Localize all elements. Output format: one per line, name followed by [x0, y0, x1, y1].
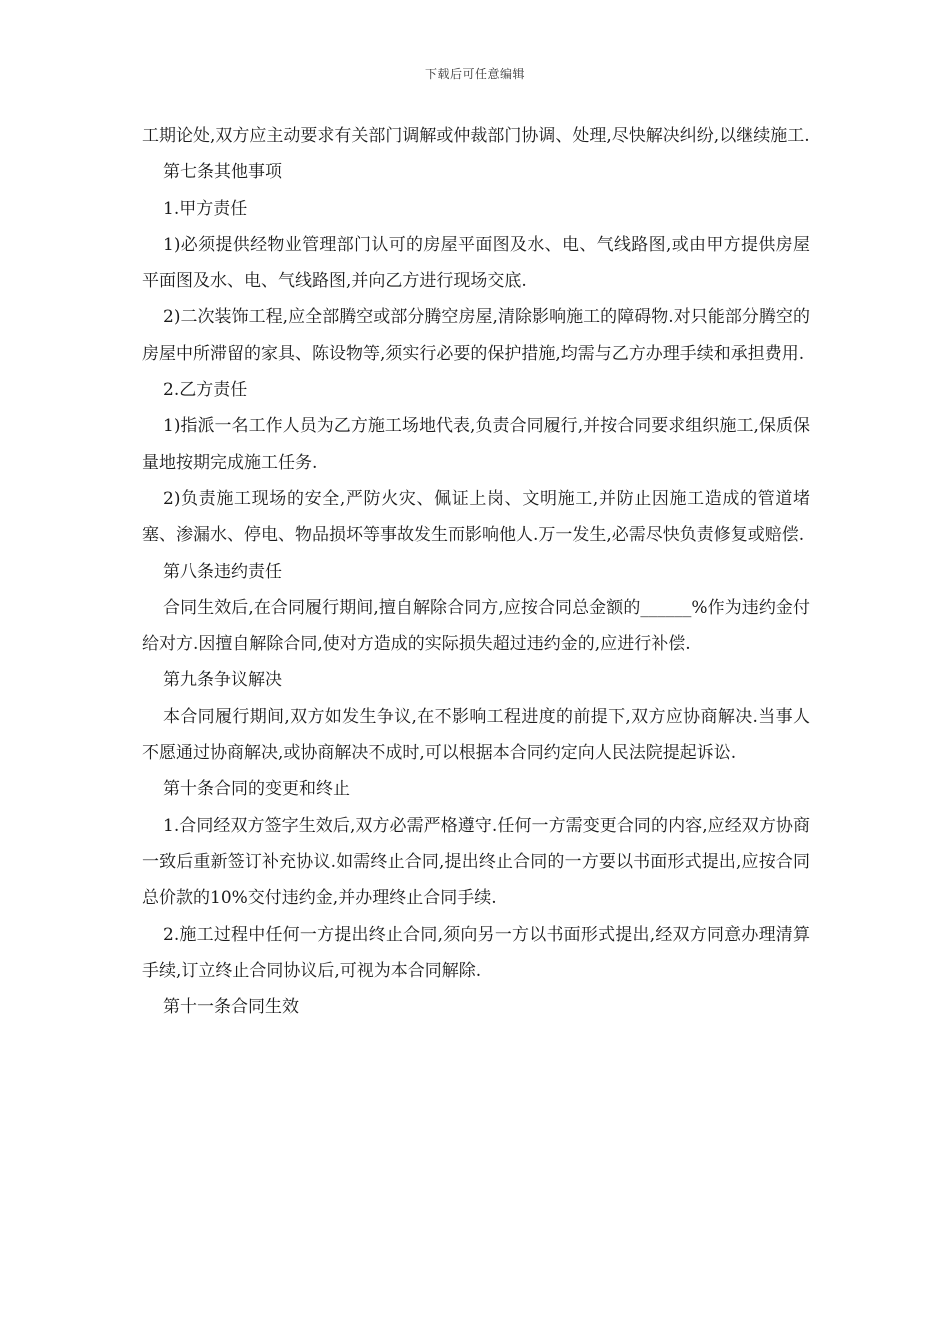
paragraph-party-b-item-2: 2)负责施工现场的安全,严防火灾、佩证上岗、文明施工,并防止因施工造成的管道堵塞、渗漏水、停电、物品损坏等事故发生而影响他人.万一发生,必需尽快负责修复或赔偿.	[142, 488, 810, 546]
paragraph-change-item-1: 1.合同经双方签字生效后,双方必需严格遵守.任何一方需变更合同的内容,应经双方协商一致后重新签订补充协议.如需终止合同,提出终止合同的一方要以书面形式提出,应按合同总价款的10%交付违约金,并办理终止合同手续.	[142, 815, 810, 909]
section-heading-article-9: 第九条争议解决	[163, 670, 282, 691]
paragraph-party-a-item-2: 2)二次装饰工程,应全部腾空或部分腾空房屋,清除影响施工的障碍物.对只能部分腾空的房屋中所滞留的家具、陈设物等,须实行必要的保护措施,均需与乙方办理手续和承担费用.	[142, 307, 810, 364]
page-header-watermark: 下载后可任意编辑	[424, 67, 525, 81]
paragraph-dispute-continuation: 工期论处,双方应主动要求有关部门调解或仲裁部门协调、处理,尽快解决纠纷,以继续施工.	[142, 126, 810, 146]
subheading-party-b-responsibility: 2.乙方责任	[163, 380, 248, 401]
paragraph-party-b-item-1: 1)指派一名工作人员为乙方施工场地代表,负责合同履行,并按合同要求组织施工,保质保量地按期完成施工任务.	[142, 416, 810, 473]
subheading-party-a-responsibility: 1.甲方责任	[163, 198, 248, 219]
section-heading-article-11: 第十一条合同生效	[163, 997, 299, 1018]
section-heading-article-7: 第七条其他事项	[163, 162, 282, 183]
paragraph-party-a-item-1: 1)必须提供经物业管理部门认可的房屋平面图及水、电、气线路图,或由甲方提供房屋平面图及水、电、气线路图,并向乙方进行现场交底.	[142, 234, 810, 292]
document-body	[142, 118, 810, 1025]
section-heading-article-8: 第八条违约责任	[163, 561, 282, 582]
section-heading-article-10: 第十条合同的变更和终止	[163, 779, 350, 800]
paragraph-breach-liability: 合同生效后,在合同履行期间,擅自解除合同方,应按合同总金额的______%作为违约金付给对方.因擅自解除合同,使对方造成的实际损失超过违约金的,应进行补偿.	[142, 597, 810, 655]
paragraph-change-item-2: 2.施工过程中任何一方提出终止合同,须向另一方以书面形式提出,经双方同意办理清算手续,订立终止合同协议后,可视为本合同解除.	[142, 924, 810, 981]
paragraph-dispute-resolution: 本合同履行期间,双方如发生争议,在不影响工程进度的前提下,双方应协商解决.当事人不愿通过协商解决,或协商解决不成时,可以根据本合同约定向人民法院提起诉讼.	[142, 706, 810, 764]
